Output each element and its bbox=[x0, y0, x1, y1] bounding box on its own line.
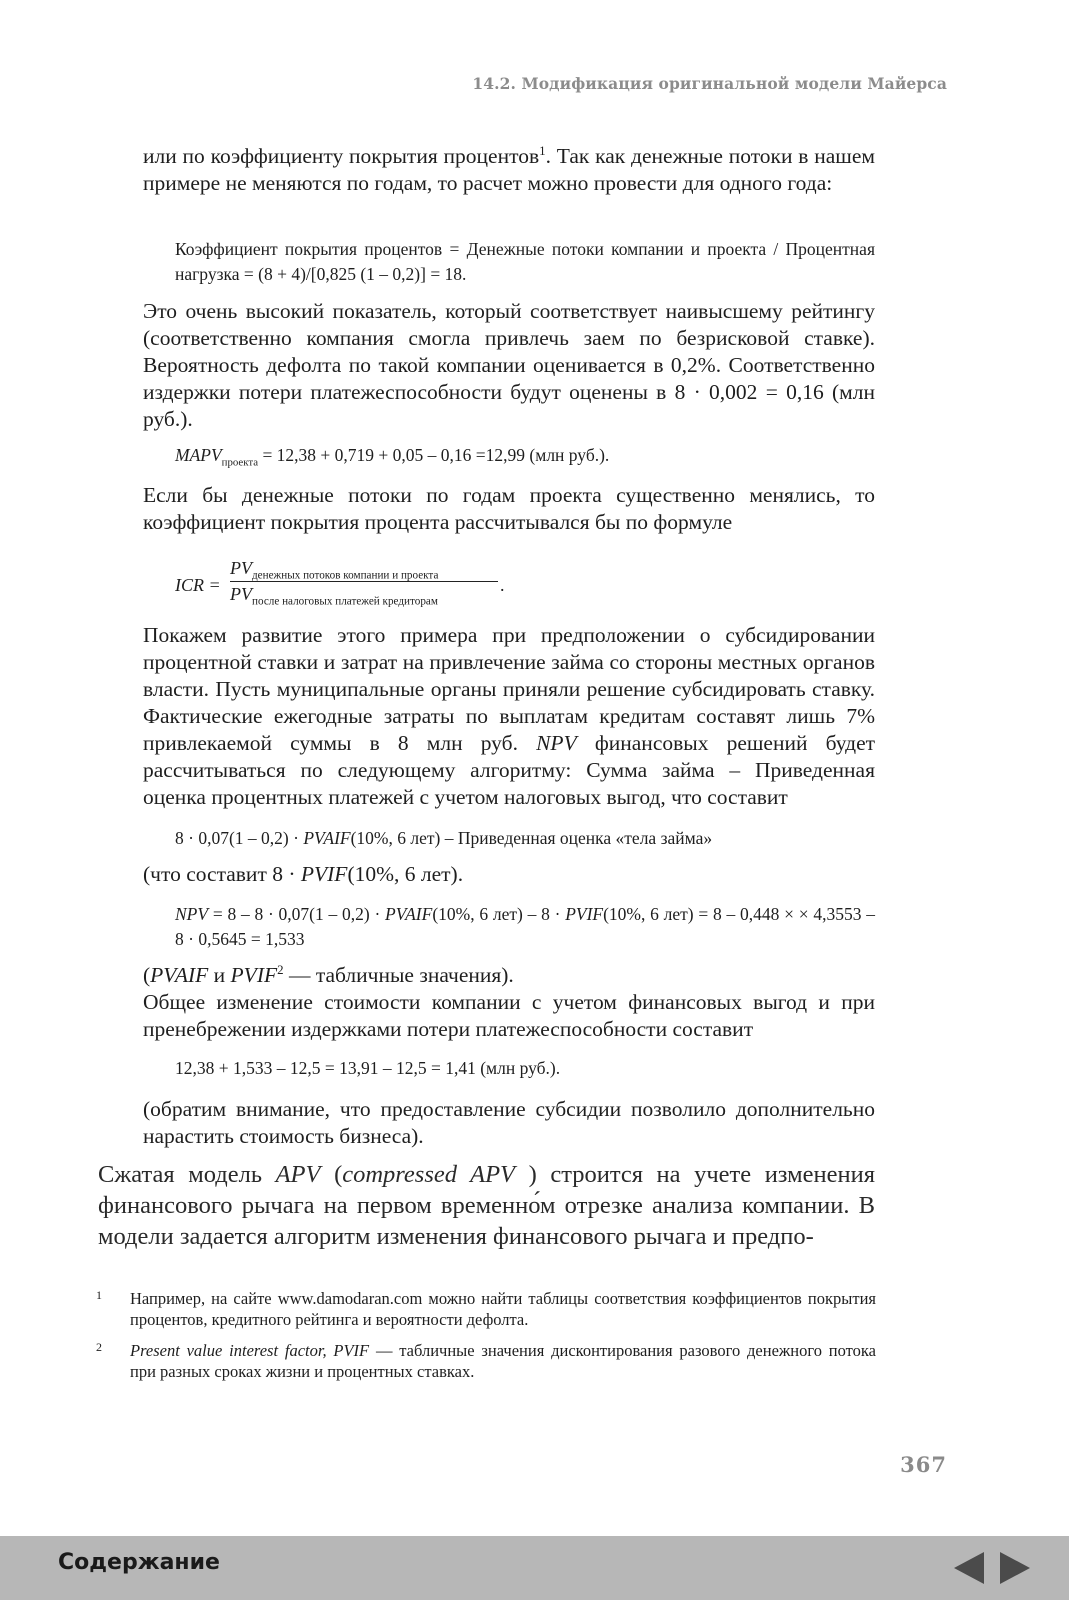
formula-coverage: Коэффициент покрытия процентов = Денежные потоки компании и проекта / Процентная нагрузка = (8 + 4)/[0,825 (1 – 0,2)] = 18. bbox=[175, 239, 875, 284]
footnote-1 bbox=[96, 1288, 876, 1330]
triangle-left-icon[interactable] bbox=[954, 1552, 984, 1584]
footnote-text: Present value interest factor, PVIF — табличные значения дисконтирования разового денежного потока при разных сроках жизни и процентных ставках. bbox=[130, 1341, 876, 1381]
icr-denominator: $PV_{после налоговых платежей кредиторам}$ bbox=[230, 584, 438, 608]
icr-numerator: $PV_{денежных потоков компании и проекта}$ bbox=[230, 558, 439, 582]
footnote-2 bbox=[96, 1340, 876, 1382]
bottom-nav-bar bbox=[0, 1536, 1069, 1600]
triangle-right-icon[interactable] bbox=[1000, 1552, 1030, 1584]
footnote-ref-1[interactable]: 1 bbox=[539, 143, 546, 158]
footnote-text: Например, на сайте www.damodaran.com можно найти таблицы соответствия коэффициентов покрытия процентов, кредитного рейтинга и вероятности дефолта. bbox=[130, 1289, 876, 1329]
page-number: 367 bbox=[900, 1452, 947, 1477]
paragraph-6: (PVAIF и PVIF$^2$ — табличные значения). bbox=[143, 962, 514, 987]
running-head: 14.2. Модификация оригинальной модели Майерса bbox=[472, 74, 947, 93]
contents-link[interactable]: Содержание bbox=[58, 1550, 220, 1575]
paragraph-8: (обратим внимание, что предоставление субсидии позволило дополнительно нарастить стоимость бизнеса). bbox=[143, 1097, 875, 1148]
footnote-number: 1 bbox=[96, 1288, 102, 1302]
formula-npv: NPV = 8 – 8 · 0,07(1 – 0,2) · PVAIF(10%, 6 лет) – 8 · PVIF(10%, 6 лет) = 8 – 0,448 × × 4,3553 – 8 · 0,5645 = 1,533 bbox=[175, 904, 875, 949]
icr-lhs: ICR = bbox=[175, 575, 221, 595]
paragraph-9: Сжатая модель APV (compressed APV ) строится на учете изменения финансового рычага на первом временно́м отрезке анализа компании. В модели задается алгоритм изменения финансового рычага и предпо- bbox=[98, 1161, 875, 1250]
paragraph-5: (что составит 8 · PVIF(10%, 6 лет). bbox=[143, 862, 464, 886]
paragraph-2: Это очень высокий показатель, который соответствует наивысшему рейтингу (соответственно компания смогла привлечь заем по безрисковой ставке). Вероятность дефолта по такой компании оценивается в 0,2%. Соответственно издержки потери платежеспособности будут оценены в 8 · 0,002 = 0,16 (млн руб.). bbox=[143, 299, 875, 431]
paragraph-4: Покажем развитие этого примера при предположении о субсидировании процентной ставки и затрат на привлечение займа со стороны местных органов власти. Пусть муниципальные органы приняли решение субсидировать ставку. Фактические ежегодные затраты по выплатам кредитам составят лишь 7% привлекаемой суммы в 8 млн руб. NPV финансовых решений будет рассчитываться по следующему алгоритму: Сумма займа – Приведенная оценка процентных платежей с учетом налоговых выгод, что составит bbox=[143, 623, 876, 809]
formula-mapv: $MAPV_{проекта} = 12,38 + 0,719 + 0,05 - 0,16 =12,99$ (млн руб.). bbox=[175, 445, 610, 469]
formula-value-change: 12,38 + 1,533 – 12,5 = 13,91 – 12,5 = 1,41 (млн руб.). bbox=[175, 1058, 561, 1078]
formula-interest-pv: 8 · 0,07(1 – 0,2) · PVAIF(10%, 6 лет) – Приведенная оценка «тела займа» bbox=[175, 828, 713, 848]
icr-formula bbox=[175, 558, 675, 618]
footnote-ref-2[interactable]: 2 bbox=[277, 962, 284, 977]
icr-fraction bbox=[230, 558, 498, 608]
footnotes bbox=[96, 1288, 876, 1392]
paragraph-7: Общее изменение стоимости компании с учетом финансовых выгод и при пренебрежении издержками потери платежеспособности составит bbox=[143, 990, 875, 1041]
paragraph-1: или по коэффициенту покрытия процентов$^1$. Так как денежные потоки в нашем примере не меняются по годам, то расчет можно провести для одного года: bbox=[143, 143, 876, 195]
paragraph-3: Если бы денежные потоки по годам проекта существенно менялись, то коэффициент покрытия процента рассчитывался бы по формуле bbox=[143, 483, 875, 534]
footnote-number: 2 bbox=[96, 1340, 102, 1354]
icr-period: . bbox=[500, 575, 505, 595]
